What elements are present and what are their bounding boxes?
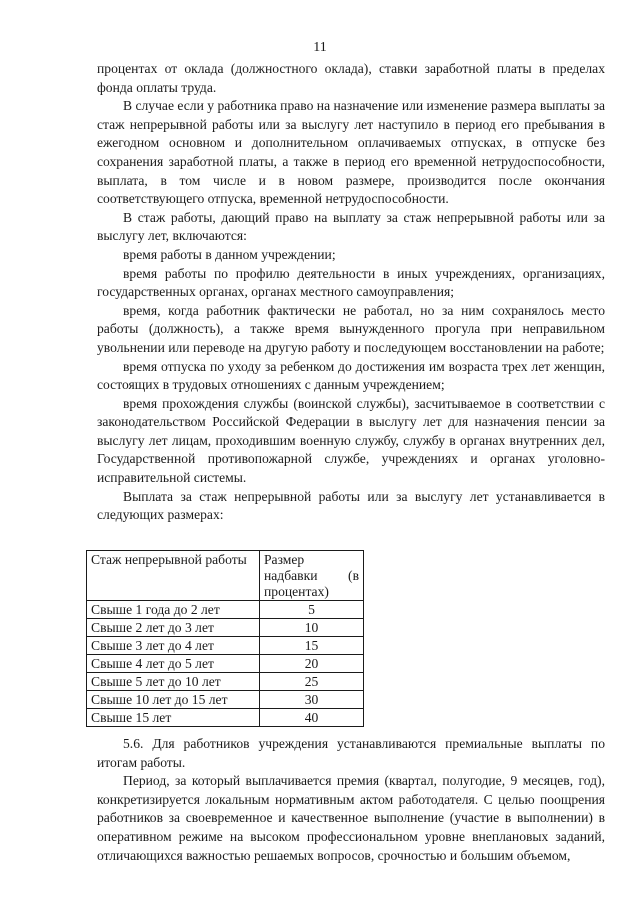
paragraph: В стаж работы, дающий право на выплату за стаж непрерывной работы или за выслугу лет, включаются:	[97, 209, 605, 244]
paragraph: 5.6. Для работников учреждения устанавливаются премиальные выплаты по итогам работы.	[97, 736, 605, 770]
body-text-bottom	[97, 735, 605, 865]
header-cell-seniority: Стаж непрерывной работы	[87, 551, 260, 601]
percent-cell: 40	[260, 709, 364, 727]
page-number: 11	[313, 40, 327, 55]
table-header-row	[87, 551, 364, 601]
table-row	[87, 709, 364, 727]
list-item: время работы по профилю деятельности в иных учреждениях, организациях, государственных органах, органах местного самоуправления;	[97, 265, 605, 300]
period-cell: Свыше 4 лет до 5 лет	[87, 655, 260, 673]
seniority-bonus-table	[86, 550, 364, 727]
paragraph: Выплата за стаж непрерывной работы или за выслугу лет устанавливается в следующих размерах:	[97, 488, 605, 523]
period-cell: Свыше 3 лет до 4 лет	[87, 637, 260, 655]
percent-cell: 10	[260, 619, 364, 637]
period-cell: Свыше 15 лет	[87, 709, 260, 727]
table-row	[87, 673, 364, 691]
list-item: время прохождения службы (воинской службы), засчитываемое в соответствии с законодательством Российской Федерации в выслугу лет для назначения пенсии за выслугу лет лицам, проходившим военную службу, службу в органах внутренних дел, Государственной противопожарной службе, учреждениях и органах уголовно-исправительной системы.	[97, 395, 605, 486]
period-cell: Свыше 5 лет до 10 лет	[87, 673, 260, 691]
table-row	[87, 637, 364, 655]
percent-cell: 30	[260, 691, 364, 709]
paragraph: процентах от оклада (должностного оклада), ставки заработной платы в пределах фонда оплаты труда.	[97, 61, 605, 95]
list-item: время работы в данном учреждении;	[123, 246, 336, 262]
period-cell: Свыше 1 года до 2 лет	[87, 601, 260, 619]
percent-cell: 25	[260, 673, 364, 691]
table-row	[87, 601, 364, 619]
table-row	[87, 655, 364, 673]
percent-cell: 15	[260, 637, 364, 655]
percent-cell: 20	[260, 655, 364, 673]
list-item: время, когда работник фактически не работал, но за ним сохранялось место работы (должность), а также время вынужденного прогула при неправильном увольнении или переводе на другую работу и последующем восстановлении на работе;	[97, 302, 605, 355]
paragraph: Период, за который выплачивается премия (квартал, полугодие, 9 месяцев, год), конкретизируется локальным нормативным актом работодателя. С целью поощрения работников за своевременное и качественное выполнение (участие в выполнении) в оперативном режиме на высоком профессиональном уровне внеплановых заданий, отличающихся важностью решаемых вопросов, срочностью и большим объемом,	[97, 773, 605, 863]
body-text-top	[97, 60, 605, 525]
header-cell-bonus: Размер надбавки (в процентах)	[260, 551, 364, 601]
period-cell: Свыше 10 лет до 15 лет	[87, 691, 260, 709]
period-cell: Свыше 2 лет до 3 лет	[87, 619, 260, 637]
paragraph: В случае если у работника право на назначение или изменение размера выплаты за стаж непрерывной работы или за выслугу лет наступило в период его пребывания в ежегодном основном и дополнительном оплачиваемых отпусках, в отпуске без сохранения заработной платы, а также в период его временной нетрудоспособности, выплата, в том числе и в новом размере, производится после окончания соответствующего отпуска, временной нетрудоспособности.	[97, 98, 605, 207]
list-item: время отпуска по уходу за ребенком до достижения им возраста трех лет женщин, состоящих в трудовых отношениях с данным учреждением;	[97, 358, 605, 393]
table-row	[87, 619, 364, 637]
table-row	[87, 691, 364, 709]
percent-cell: 5	[260, 601, 364, 619]
